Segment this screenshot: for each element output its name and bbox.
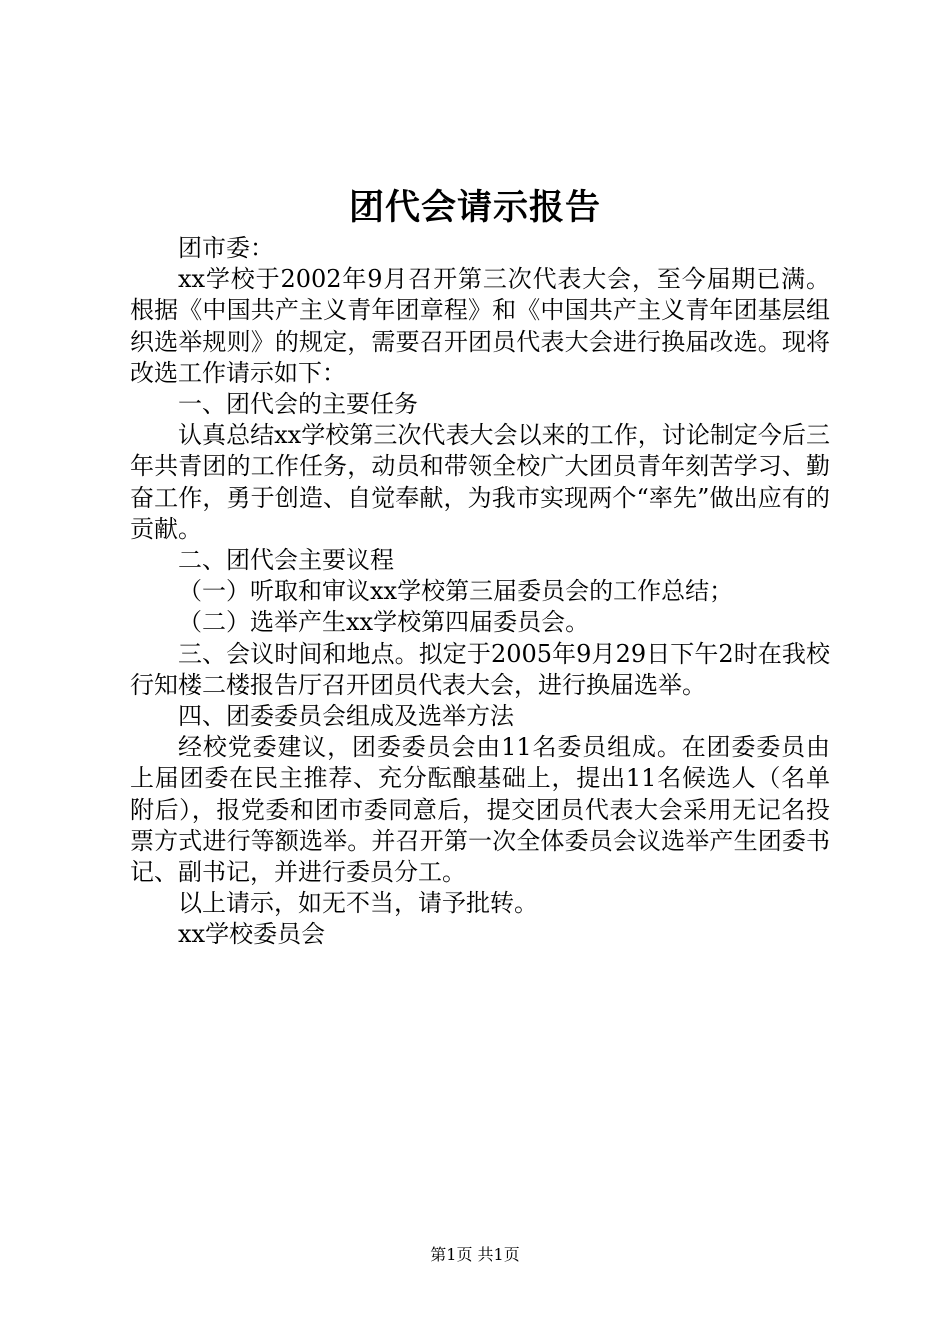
document-body — [130, 233, 830, 951]
salutation: 团市委： — [178, 234, 274, 262]
closing-request: 以上请示，如无不当，请予批转。 — [178, 889, 538, 918]
signature: xx学校委员会 — [178, 920, 326, 949]
section-heading-1: 一、团代会的主要任务 — [178, 390, 418, 419]
section-1-paragraph: 认真总结xx学校第三次代表大会以来的工作，讨论制定今后三年共青团的工作任务，动员和带领全校广大团员青年刻苦学习、勤奋工作，勇于创造、自觉奉献，为我市实现两个“率先”做出应有的贡献。 — [130, 421, 830, 543]
intro-paragraph: xx学校于2002年9月召开第三次代表大会，至今届期已满。根据《中国共产主义青年团章程》和《中国共产主义青年团基层组织选举规则》的规定，需要召开团员代表大会进行换届改选。现将改选工作请示如下： — [130, 265, 830, 387]
section-3-paragraph: 三、会议时间和地点。拟定于2005年9月29日下午2时在我校行知楼二楼报告厅召开团员代表大会，进行换届选举。 — [130, 639, 830, 699]
page-footer: 第1页 共1页 — [430, 1245, 520, 1264]
agenda-item-1: （一）听取和审议xx学校第三届委员会的工作总结； — [178, 577, 734, 606]
section-heading-2: 二、团代会主要议程 — [178, 546, 394, 575]
section-4-paragraph: 经校党委建议，团委委员会由11名委员组成。在团委委员由上届团委在民主推荐、充分酝酿基础上，提出11名候选人（名单附后），报党委和团市委同意后，提交团员代表大会采用无记名投票方式进行等额选举。并召开第一次全体委员会议选举产生团委书记、副书记，并进行委员分工。 — [130, 733, 830, 887]
agenda-item-2: （二）选举产生xx学校第四届委员会。 — [178, 608, 590, 637]
document-title: 团代会请示报告 — [348, 187, 601, 228]
section-heading-4: 四、团委委员会组成及选举方法 — [178, 702, 514, 731]
